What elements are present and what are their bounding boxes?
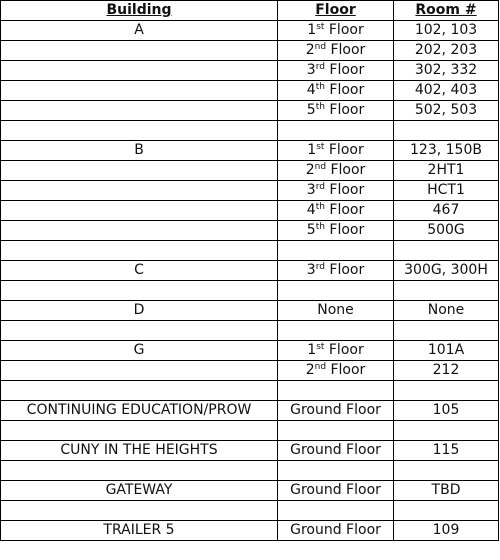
room-cell: 212 bbox=[394, 361, 499, 381]
floor-cell bbox=[278, 21, 394, 41]
floor-label: None bbox=[317, 302, 354, 318]
table-row bbox=[1, 381, 499, 401]
floor-ordinal-suffix: rd bbox=[315, 262, 325, 272]
header-row bbox=[1, 1, 499, 21]
floor-label: Floor bbox=[324, 202, 365, 218]
floor-cell bbox=[278, 81, 394, 101]
floor-cell bbox=[278, 421, 394, 441]
floor-number: 5 bbox=[306, 102, 316, 118]
building-cell bbox=[1, 321, 278, 341]
building-cell bbox=[1, 501, 278, 521]
floor-cell bbox=[278, 61, 394, 81]
building-cell: GATEWAY bbox=[1, 481, 278, 501]
floor-label: Floor bbox=[324, 62, 365, 78]
floor-cell bbox=[278, 521, 394, 541]
table-row bbox=[1, 161, 499, 181]
room-cell: 2HT1 bbox=[394, 161, 499, 181]
building-cell bbox=[1, 381, 278, 401]
floor-label: Floor bbox=[324, 142, 364, 158]
floor-cell bbox=[278, 401, 394, 421]
table-row bbox=[1, 121, 499, 141]
room-cell: 202, 203 bbox=[394, 41, 499, 61]
room-cell: 105 bbox=[394, 401, 499, 421]
floor-ordinal-suffix: nd bbox=[314, 42, 327, 52]
floor-number: 5 bbox=[306, 222, 316, 238]
room-cell: 101A bbox=[394, 341, 499, 361]
floor-cell bbox=[278, 181, 394, 201]
floor-label: Floor bbox=[326, 162, 366, 178]
floor-number: 1 bbox=[307, 22, 317, 38]
floor-cell bbox=[278, 321, 394, 341]
table-row bbox=[1, 461, 499, 481]
building-cell bbox=[1, 461, 278, 481]
floor-ordinal-suffix: th bbox=[315, 222, 325, 232]
floor-number: 4 bbox=[306, 82, 316, 98]
room-cell bbox=[394, 381, 499, 401]
table-row bbox=[1, 421, 499, 441]
table-row bbox=[1, 361, 499, 381]
table-row bbox=[1, 301, 499, 321]
room-cell: 300G, 300H bbox=[394, 261, 499, 281]
floor-number: 3 bbox=[306, 62, 316, 78]
table-row bbox=[1, 41, 499, 61]
floor-cell bbox=[278, 221, 394, 241]
floor-label: Floor bbox=[324, 262, 365, 278]
building-cell bbox=[1, 221, 278, 241]
floor-ordinal-suffix: st bbox=[316, 22, 325, 32]
room-cell: 500G bbox=[394, 221, 499, 241]
table-row bbox=[1, 101, 499, 121]
floor-cell bbox=[278, 301, 394, 321]
floor-label: Floor bbox=[324, 102, 365, 118]
building-cell bbox=[1, 161, 278, 181]
room-cell: None bbox=[394, 301, 499, 321]
floor-number: 1 bbox=[307, 142, 317, 158]
room-cell bbox=[394, 421, 499, 441]
table-row bbox=[1, 201, 499, 221]
floor-ordinal-suffix: nd bbox=[314, 162, 327, 172]
table-row bbox=[1, 61, 499, 81]
room-cell: 102, 103 bbox=[394, 21, 499, 41]
building-cell bbox=[1, 421, 278, 441]
table-row bbox=[1, 521, 499, 541]
floor-label: Ground Floor bbox=[290, 522, 381, 538]
table-row bbox=[1, 221, 499, 241]
room-cell bbox=[394, 501, 499, 521]
floor-label: Floor bbox=[324, 342, 364, 358]
building-cell bbox=[1, 281, 278, 301]
building-cell: C bbox=[1, 261, 278, 281]
floor-number: 2 bbox=[305, 42, 315, 58]
building-cell bbox=[1, 101, 278, 121]
building-cell: D bbox=[1, 301, 278, 321]
building-cell bbox=[1, 41, 278, 61]
floor-cell bbox=[278, 201, 394, 221]
room-cell: 502, 503 bbox=[394, 101, 499, 121]
room-cell: 302, 332 bbox=[394, 61, 499, 81]
floor-column-header: Floor bbox=[278, 1, 394, 21]
table-row bbox=[1, 261, 499, 281]
building-cell bbox=[1, 181, 278, 201]
floor-label: Floor bbox=[324, 182, 365, 198]
building-cell: B bbox=[1, 141, 278, 161]
building-cell bbox=[1, 361, 278, 381]
building-cell: TRAILER 5 bbox=[1, 521, 278, 541]
room-cell: 109 bbox=[394, 521, 499, 541]
building-cell bbox=[1, 121, 278, 141]
table-row bbox=[1, 481, 499, 501]
floor-cell bbox=[278, 161, 394, 181]
floor-cell bbox=[278, 101, 394, 121]
room-cell bbox=[394, 241, 499, 261]
floor-label: Floor bbox=[324, 222, 365, 238]
table-row bbox=[1, 441, 499, 461]
floor-number: 3 bbox=[306, 182, 316, 198]
floor-number: 1 bbox=[307, 342, 317, 358]
floor-cell bbox=[278, 381, 394, 401]
floor-label: Ground Floor bbox=[290, 442, 381, 458]
room-cell: 123, 150B bbox=[394, 141, 499, 161]
floor-ordinal-suffix: rd bbox=[315, 182, 325, 192]
floor-cell bbox=[278, 461, 394, 481]
building-cell: G bbox=[1, 341, 278, 361]
building-column-header: Building bbox=[1, 1, 278, 21]
floor-number: 2 bbox=[305, 162, 315, 178]
floor-cell bbox=[278, 241, 394, 261]
floor-ordinal-suffix: st bbox=[316, 342, 325, 352]
floor-cell bbox=[278, 141, 394, 161]
floor-ordinal-suffix: rd bbox=[315, 62, 325, 72]
room-column-header: Room # bbox=[394, 1, 499, 21]
floor-ordinal-suffix: th bbox=[315, 202, 325, 212]
floor-ordinal-suffix: nd bbox=[314, 362, 327, 372]
room-cell: HCT1 bbox=[394, 181, 499, 201]
floor-label: Floor bbox=[324, 82, 365, 98]
room-cell: TBD bbox=[394, 481, 499, 501]
floor-cell bbox=[278, 361, 394, 381]
table-row bbox=[1, 401, 499, 421]
room-cell: 467 bbox=[394, 201, 499, 221]
floor-ordinal-suffix: th bbox=[315, 102, 325, 112]
floor-cell bbox=[278, 501, 394, 521]
table-row bbox=[1, 181, 499, 201]
building-cell: A bbox=[1, 21, 278, 41]
building-cell: CUNY IN THE HEIGHTS bbox=[1, 441, 278, 461]
floor-cell bbox=[278, 481, 394, 501]
building-cell bbox=[1, 81, 278, 101]
building-cell: CONTINUING EDUCATION/PROW bbox=[1, 401, 278, 421]
room-cell bbox=[394, 461, 499, 481]
room-cell bbox=[394, 121, 499, 141]
table-row bbox=[1, 341, 499, 361]
floor-label: Ground Floor bbox=[290, 402, 381, 418]
room-cell: 115 bbox=[394, 441, 499, 461]
floor-label: Floor bbox=[326, 362, 366, 378]
floor-cell bbox=[278, 341, 394, 361]
building-cell bbox=[1, 201, 278, 221]
floor-cell bbox=[278, 261, 394, 281]
floor-ordinal-suffix: th bbox=[315, 82, 325, 92]
table-row bbox=[1, 21, 499, 41]
floor-cell bbox=[278, 441, 394, 461]
room-cell bbox=[394, 281, 499, 301]
table-row bbox=[1, 81, 499, 101]
room-cell bbox=[394, 321, 499, 341]
table-row bbox=[1, 501, 499, 521]
table-row bbox=[1, 241, 499, 261]
building-cell bbox=[1, 61, 278, 81]
building-cell bbox=[1, 241, 278, 261]
floor-label: Floor bbox=[326, 42, 366, 58]
floor-label: Ground Floor bbox=[290, 482, 381, 498]
table-body bbox=[1, 21, 499, 541]
floor-cell bbox=[278, 121, 394, 141]
table-row bbox=[1, 141, 499, 161]
floor-ordinal-suffix: st bbox=[316, 142, 325, 152]
floor-number: 2 bbox=[305, 362, 315, 378]
floor-number: 4 bbox=[306, 202, 316, 218]
floor-number: 3 bbox=[306, 262, 316, 278]
floor-cell bbox=[278, 281, 394, 301]
table-row bbox=[1, 321, 499, 341]
room-cell: 402, 403 bbox=[394, 81, 499, 101]
table-row bbox=[1, 281, 499, 301]
floor-label: Floor bbox=[324, 22, 364, 38]
floor-cell bbox=[278, 41, 394, 61]
